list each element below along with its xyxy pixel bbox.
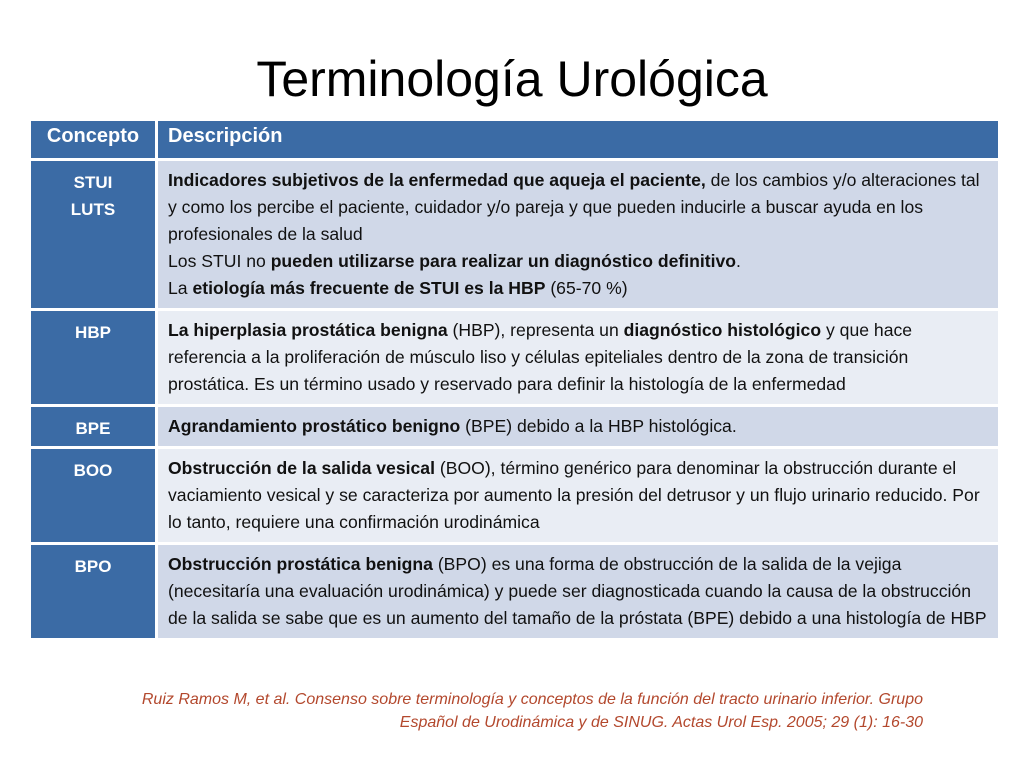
- description-paragraph: [168, 317, 990, 398]
- slide-title: Terminología Urológica: [256, 51, 768, 107]
- description-text: La: [168, 278, 193, 298]
- table-body: [30, 160, 1000, 640]
- description-bold-text: Obstrucción prostática benigna: [168, 554, 433, 574]
- description-cell: [157, 406, 1000, 448]
- concept-label: LUTS: [70, 200, 116, 219]
- header-concept: Concepto: [30, 120, 157, 160]
- concept-cell: [30, 310, 157, 406]
- description-text: y que hace referencia a la proliferación de músculo liso y células epiteliales dentro de la zona de transición prostática. Es un término usado y reservado para definir la histología de la enfermedad: [168, 320, 913, 394]
- concept-cell: [30, 448, 157, 544]
- description-paragraph: [168, 455, 990, 536]
- description-paragraph: [168, 275, 990, 302]
- table-header-row: [30, 120, 1000, 160]
- concept-label: HBP: [75, 323, 111, 342]
- description-cell: [157, 544, 1000, 640]
- description-text: (BOO), término genérico para denominar la obstrucción durante el vaciamiento vesical y se caracteriza por aumento la presión del detrusor y un flujo urinario reducido. Por lo tanto, requiere una confirmación urodinámica: [168, 458, 980, 532]
- description-text: .: [736, 251, 741, 271]
- citation-line-1: Ruiz Ramos M, et al. Consenso sobre terminología y conceptos de la función del tracto urinario inferior. Grupo: [141, 691, 923, 708]
- description-text: (BPO) es una forma de obstrucción de la salida de la vejiga (necesitaría una evaluación urodinámica) y puede ser diagnosticada cuando la causa de la obstrucción de la salida se sabe que es un aumento del tamaño de la próstata (BPE) debido a una histología de HBP: [168, 554, 987, 628]
- table-row: [30, 448, 1000, 544]
- citation: [28, 688, 923, 734]
- concept-cell: [30, 544, 157, 640]
- description-cell: [157, 448, 1000, 544]
- concept-label: BPO: [74, 557, 112, 576]
- description-paragraph: [168, 167, 990, 248]
- terminology-table: [28, 118, 1001, 641]
- description-bold-text: etiología más frecuente de STUI es la HBP: [192, 278, 546, 298]
- table-row: [30, 160, 1000, 310]
- table-row: [30, 544, 1000, 640]
- description-paragraph: [168, 248, 990, 275]
- concept-label: STUI: [73, 173, 113, 192]
- header-description: Descripción: [157, 120, 1000, 160]
- description-text: de los cambios y/o alteraciones tal y como los percibe el paciente, cuidador y/o pareja y que pueden inducirle a buscar ayuda en los profesionales de la salud: [168, 170, 980, 244]
- description-bold-text: La hiperplasia prostática benigna: [168, 320, 448, 340]
- description-text: (BPE) debido a la HBP histológica.: [460, 416, 737, 436]
- concept-cell: [30, 406, 157, 448]
- concept-label: BOO: [73, 461, 113, 480]
- description-cell: [157, 310, 1000, 406]
- description-text: (65-70 %): [545, 278, 628, 298]
- table-row: [30, 406, 1000, 448]
- description-text: Los STUI no: [168, 251, 271, 271]
- description-bold-text: Obstrucción de la salida vesical: [168, 458, 435, 478]
- description-paragraph: [168, 413, 990, 440]
- description-bold-text: pueden utilizarse para realizar un diagnóstico definitivo: [270, 251, 737, 271]
- concept-label: BPE: [75, 419, 111, 438]
- description-bold-text: Agrandamiento prostático benigno: [168, 416, 461, 436]
- description-cell: [157, 160, 1000, 310]
- description-bold-text: Indicadores subjetivos de la enfermedad que aqueja el paciente,: [168, 170, 706, 190]
- description-bold-text: diagnóstico histológico: [623, 320, 822, 340]
- description-paragraph: [168, 551, 990, 632]
- description-text: (HBP), representa un: [447, 320, 624, 340]
- table-row: [30, 310, 1000, 406]
- concept-cell: [30, 160, 157, 310]
- citation-line-2: Español de Urodinámica y de SINUG. Actas Urol Esp. 2005; 29 (1): 16-30: [399, 714, 923, 731]
